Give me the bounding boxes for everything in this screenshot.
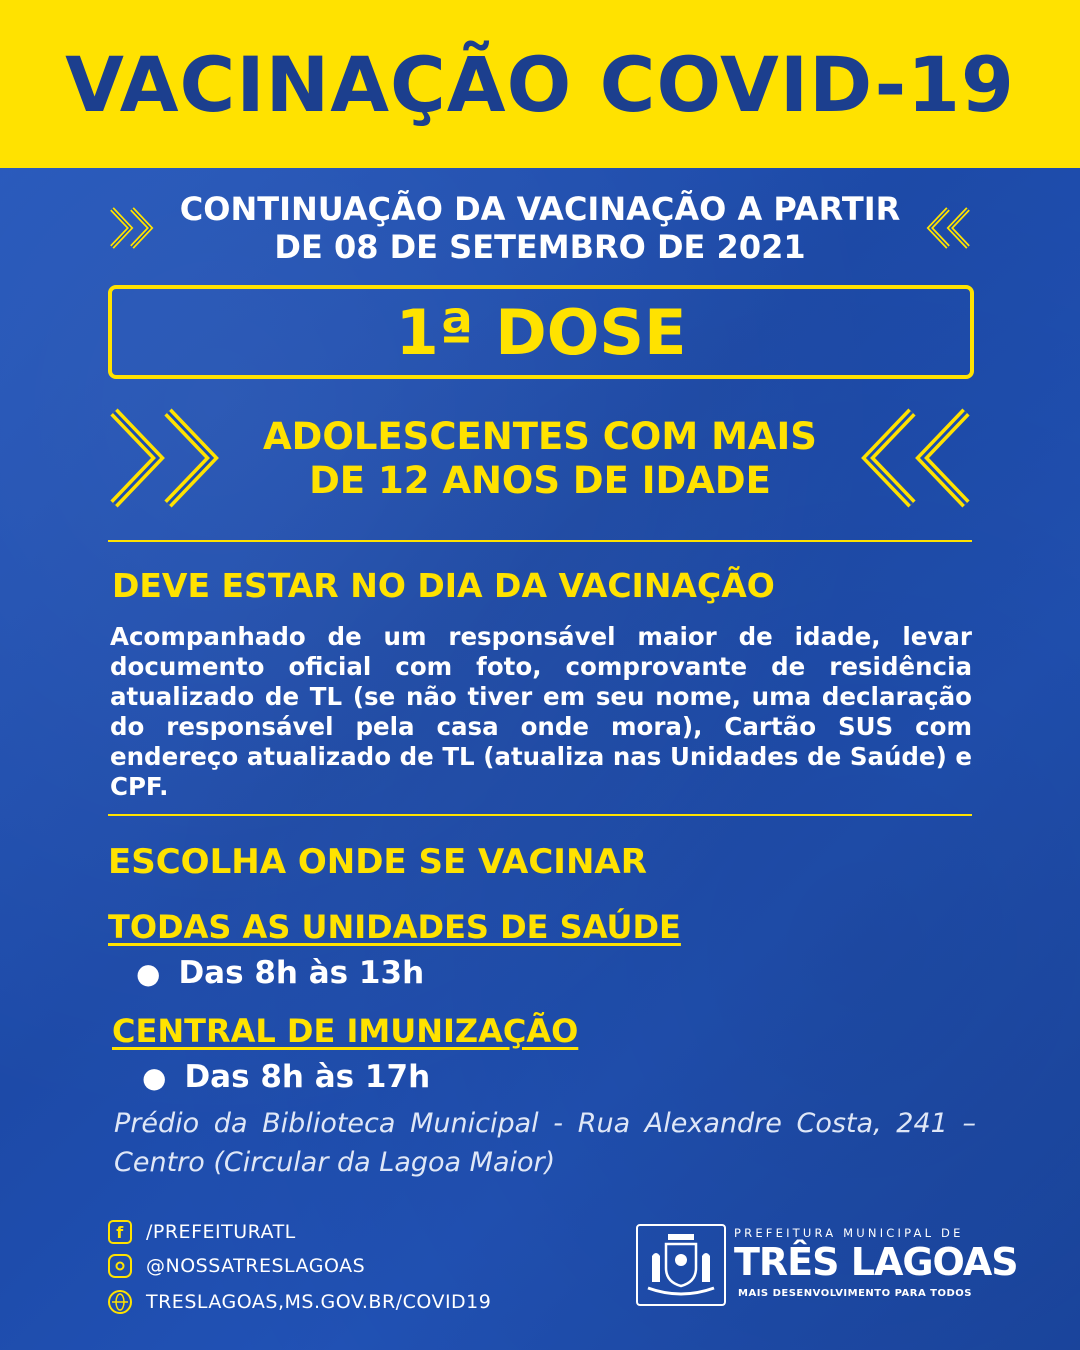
website-url: TRESLAGOAS,MS.GOV.BR/COVID19	[146, 1291, 492, 1313]
audience-text: ADOLESCENTES COM MAIS DE 12 ANOS DE IDADE	[263, 415, 817, 502]
divider	[108, 540, 972, 542]
start-date-subtitle: CONTINUAÇÃO DA VACINAÇÃO A PARTIR DE 08 DE SETEMBRO DE 2021	[179, 190, 901, 266]
central-address: Prédio da Biblioteca Municipal - Rua Alexandre Costa, 241 – Centro (Circular da Lagoa Maior)	[114, 1108, 976, 1178]
globe-icon	[108, 1290, 132, 1314]
facebook-link[interactable]	[108, 1220, 296, 1244]
central-hours	[142, 1059, 430, 1095]
bullet-icon: ●	[136, 956, 161, 990]
facebook-icon: f	[108, 1220, 132, 1244]
dose-box	[108, 285, 974, 379]
chevron-left-icon	[850, 404, 974, 512]
central-title: CENTRAL DE IMUNIZAÇÃO	[112, 1012, 579, 1050]
instagram-icon	[108, 1254, 132, 1278]
health-units-hours	[136, 955, 424, 991]
requirements-title: DEVE ESTAR NO DIA DA VACINAÇÃO	[112, 566, 775, 605]
hours-text: Das 8h às 13h	[178, 955, 425, 991]
page-title: VACINAÇÃO COVID-19	[65, 39, 1015, 129]
instagram-link[interactable]	[108, 1254, 365, 1278]
crest-icon	[636, 1224, 726, 1306]
hours-text: Das 8h às 17h	[184, 1059, 431, 1095]
dose-label: 1ª DOSE	[395, 295, 687, 369]
divider	[108, 814, 972, 816]
bullet-icon: ●	[142, 1060, 167, 1094]
facebook-handle: /PREFEITURATL	[146, 1221, 296, 1243]
health-units-title: TODAS AS UNIDADES DE SAÚDE	[108, 908, 681, 946]
city-hall-logo	[636, 1224, 1018, 1306]
logo-tagline: MAIS DESENVOLVIMENTO PARA TODOS	[738, 1288, 973, 1299]
website-link[interactable]	[108, 1290, 491, 1314]
header-banner	[0, 0, 1080, 168]
logo-top-text: PREFEITURA MUNICIPAL DE	[734, 1226, 964, 1240]
logo-city-name: TRÊS LAGOAS	[734, 1240, 1018, 1284]
chevron-right-icon	[106, 404, 230, 512]
requirements-text: Acompanhado de um responsável maior de idade, levar documento oficial com foto, comprovante de residência atualizado de TL (se não tiver em seu nome, uma declaração do responsável pela casa onde mora), Cartão SUS com endereço atualizado de TL (atualiza nas Unidades de Saúde) e CPF.	[110, 622, 972, 801]
instagram-handle: @NOSSATRESLAGOAS	[146, 1255, 366, 1277]
locations-title: ESCOLHA ONDE SE VACINAR	[108, 842, 647, 882]
